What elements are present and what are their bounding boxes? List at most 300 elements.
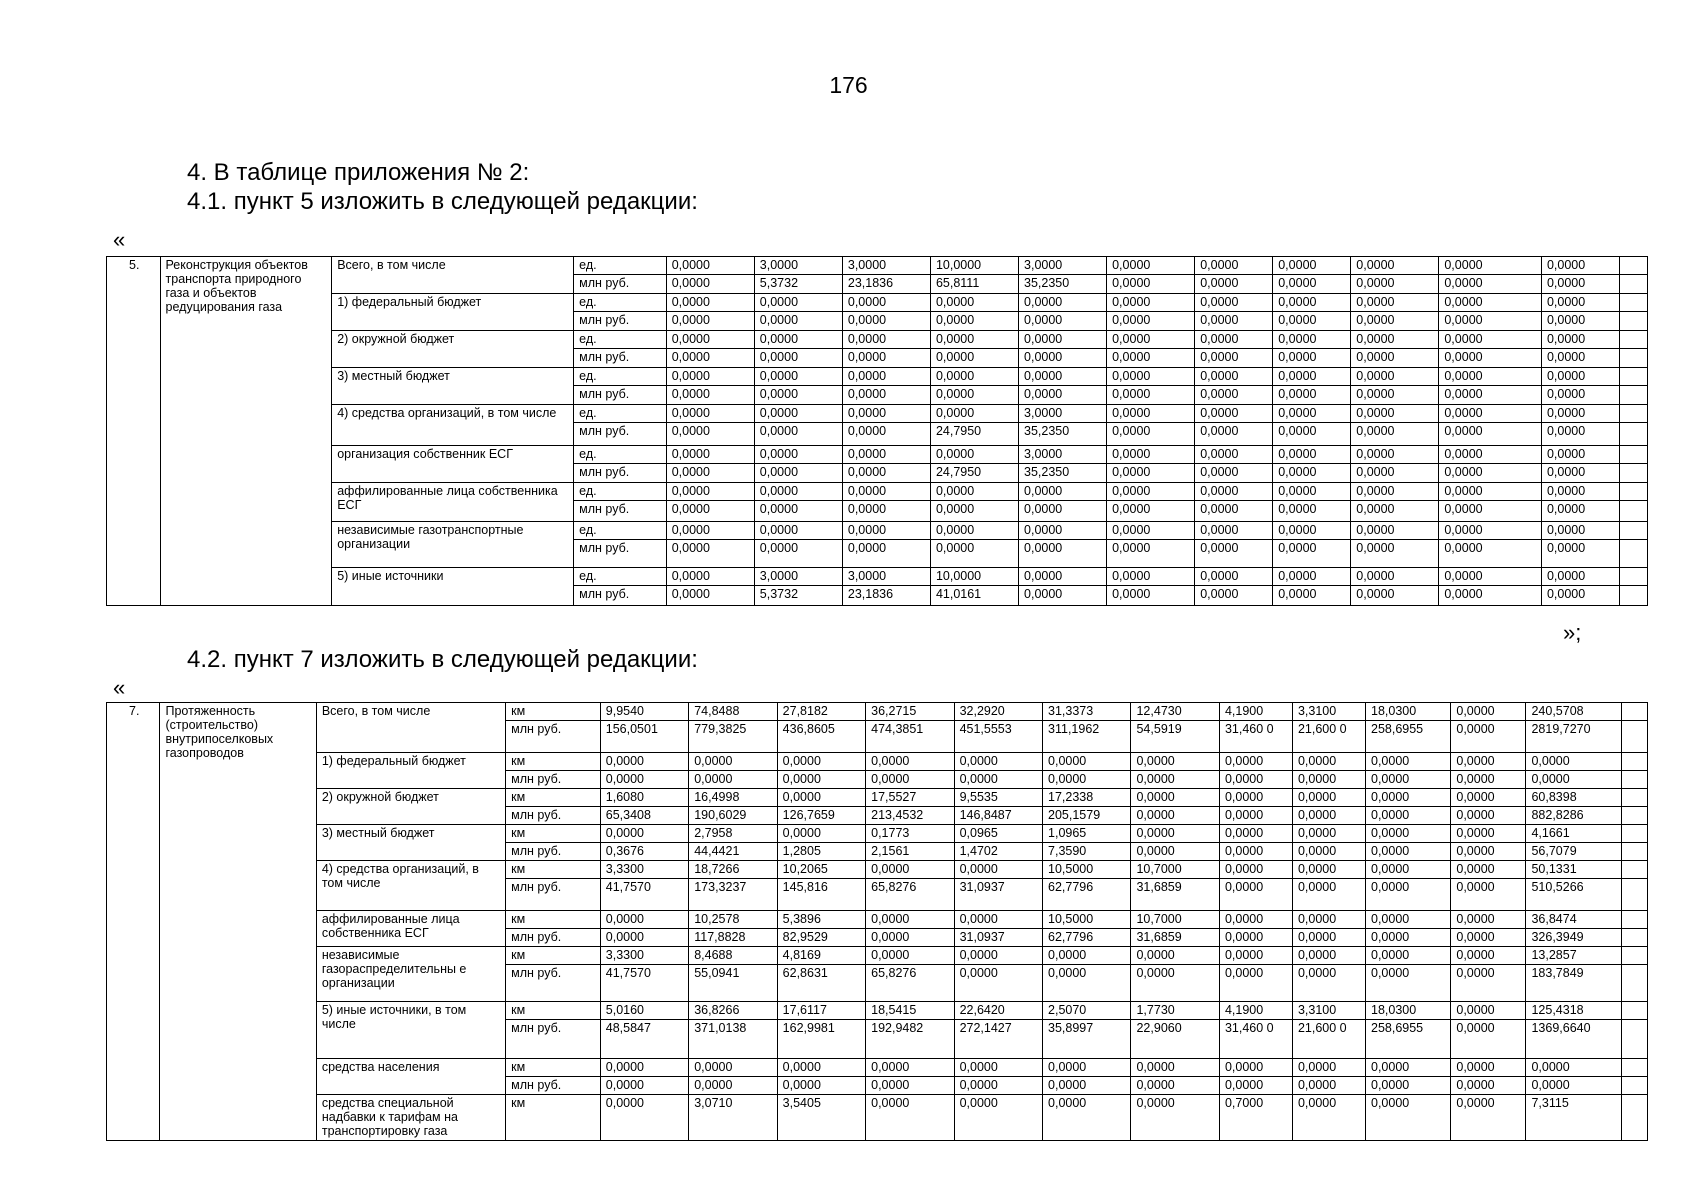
value-cell: 0,0000: [1439, 501, 1542, 522]
unit-cell: млн руб.: [574, 540, 667, 568]
value-cell: 0,0000: [930, 294, 1018, 312]
value-cell: 0,0000: [1195, 423, 1273, 446]
value-cell: 0,0000: [600, 929, 688, 947]
value-cell: 0,0000: [866, 753, 954, 771]
value-cell: 4,1900: [1219, 1002, 1292, 1020]
value-cell: 0,0000: [1043, 947, 1131, 965]
value-cell: 0,0000: [1019, 483, 1107, 501]
value-cell: 0,0000: [1219, 965, 1292, 1002]
value-cell: 0,0000: [1366, 929, 1451, 947]
value-cell: 23,1836: [842, 586, 930, 606]
value-cell: 0,0000: [930, 405, 1018, 423]
value-cell: 0,0000: [1195, 349, 1273, 368]
value-cell: 31,3373: [1043, 703, 1131, 721]
value-cell: 0,0000: [1273, 501, 1351, 522]
value-cell: 0,0000: [1541, 349, 1619, 368]
blank-cell: [1622, 825, 1648, 843]
value-cell: 0,0000: [1351, 540, 1439, 568]
value-cell: 0,0000: [1019, 312, 1107, 331]
value-cell: 0,0000: [1273, 446, 1351, 464]
value-cell: 65,3408: [600, 807, 688, 825]
blank-cell: [1622, 1077, 1648, 1095]
value-cell: 17,5527: [866, 789, 954, 807]
value-cell: 0,0000: [777, 771, 865, 789]
value-cell: 5,3896: [777, 911, 865, 929]
value-cell: 0,0000: [842, 423, 930, 446]
value-cell: 35,2350: [1019, 275, 1107, 294]
unit-cell: млн руб.: [574, 349, 667, 368]
table-row: [107, 331, 1648, 349]
value-cell: 0,0000: [1541, 368, 1619, 386]
value-cell: 0,0000: [1195, 405, 1273, 423]
value-cell: 0,0000: [1131, 1059, 1219, 1077]
value-cell: 0,0000: [600, 753, 688, 771]
value-cell: 36,8474: [1526, 911, 1622, 929]
blank-cell: [1619, 446, 1647, 464]
value-cell: 0,0000: [842, 349, 930, 368]
blank-cell: [1622, 1059, 1648, 1077]
value-cell: 0,0000: [1273, 331, 1351, 349]
value-cell: 0,0000: [1351, 331, 1439, 349]
value-cell: 0,0000: [1541, 483, 1619, 501]
value-cell: 0,0000: [1219, 947, 1292, 965]
value-cell: 0,0000: [1043, 1077, 1131, 1095]
value-cell: 0,0000: [1107, 257, 1195, 275]
value-cell: 24,7950: [930, 423, 1018, 446]
value-cell: 0,0000: [866, 1059, 954, 1077]
value-cell: 0,0000: [1292, 879, 1365, 911]
unit-cell: млн руб.: [506, 929, 601, 947]
value-cell: 0,0000: [1292, 1059, 1365, 1077]
value-cell: 0,0000: [1292, 825, 1365, 843]
value-cell: 55,0941: [689, 965, 777, 1002]
value-cell: 0,0000: [1541, 586, 1619, 606]
unit-cell: млн руб.: [506, 1077, 601, 1095]
value-cell: 48,5847: [600, 1020, 688, 1059]
value-cell: 0,0000: [1439, 257, 1542, 275]
value-cell: 0,0000: [1366, 1059, 1451, 1077]
value-cell: 183,7849: [1526, 965, 1622, 1002]
value-cell: 0,0000: [1107, 405, 1195, 423]
value-cell: 0,0000: [1107, 349, 1195, 368]
funding-source-label: средства специальной надбавки к тарифам на транспортировку газа: [316, 1095, 505, 1141]
value-cell: 0,0000: [1451, 789, 1526, 807]
value-cell: 10,7000: [1131, 861, 1219, 879]
value-cell: 0,0000: [754, 501, 842, 522]
blank-cell: [1622, 861, 1648, 879]
value-cell: 0,0000: [666, 568, 754, 586]
value-cell: 0,0000: [1107, 386, 1195, 405]
value-cell: 0,0000: [1439, 405, 1542, 423]
value-cell: 23,1836: [842, 275, 930, 294]
funding-source-label: 3) местный бюджет: [332, 368, 574, 405]
value-cell: 31,460 0: [1219, 1020, 1292, 1059]
blank-cell: [1619, 522, 1647, 540]
value-cell: 0,0000: [1107, 446, 1195, 464]
unit-cell: ед.: [574, 568, 667, 586]
value-cell: 146,8487: [954, 807, 1042, 825]
blank-cell: [1619, 386, 1647, 405]
funding-source-label: организация собственник ЕСГ: [332, 446, 574, 483]
value-cell: 0,0000: [666, 349, 754, 368]
value-cell: 21,600 0: [1292, 721, 1365, 753]
blank-cell: [1619, 275, 1647, 294]
value-cell: 0,0000: [1351, 464, 1439, 483]
table-item-5: [106, 256, 1648, 606]
value-cell: 65,8276: [866, 879, 954, 911]
value-cell: 0,0000: [666, 386, 754, 405]
value-cell: 0,0000: [754, 294, 842, 312]
value-cell: 62,7796: [1043, 879, 1131, 911]
value-cell: 451,5553: [954, 721, 1042, 753]
value-cell: 0,0000: [1219, 929, 1292, 947]
value-cell: 41,0161: [930, 586, 1018, 606]
value-cell: 0,0000: [1526, 1077, 1622, 1095]
value-cell: 0,0000: [954, 1095, 1042, 1141]
unit-cell: млн руб.: [574, 275, 667, 294]
value-cell: 0,0000: [666, 294, 754, 312]
value-cell: 0,0000: [1195, 446, 1273, 464]
value-cell: 3,3100: [1292, 703, 1365, 721]
value-cell: 10,0000: [930, 568, 1018, 586]
value-cell: 0,0000: [1019, 349, 1107, 368]
value-cell: 3,0000: [842, 257, 930, 275]
value-cell: 0,0000: [1439, 349, 1542, 368]
value-cell: 0,0000: [930, 522, 1018, 540]
value-cell: 0,0000: [1541, 294, 1619, 312]
value-cell: 0,0000: [1107, 331, 1195, 349]
value-cell: 1,6080: [600, 789, 688, 807]
value-cell: 0,0000: [1043, 753, 1131, 771]
value-cell: 31,0937: [954, 929, 1042, 947]
value-cell: 9,9540: [600, 703, 688, 721]
value-cell: 0,0000: [1541, 386, 1619, 405]
value-cell: 3,0000: [842, 568, 930, 586]
value-cell: 0,0000: [1541, 312, 1619, 331]
value-cell: 0,7000: [1219, 1095, 1292, 1141]
value-cell: 0,0000: [930, 349, 1018, 368]
value-cell: 145,816: [777, 879, 865, 911]
value-cell: 0,0000: [1541, 275, 1619, 294]
blank-cell: [1619, 405, 1647, 423]
value-cell: 0,0000: [1107, 483, 1195, 501]
value-cell: 0,0000: [1351, 423, 1439, 446]
value-cell: 18,0300: [1366, 703, 1451, 721]
value-cell: 0,0000: [600, 1077, 688, 1095]
value-cell: 0,0000: [689, 753, 777, 771]
funding-source-label: 5) иные источники, в том числе: [316, 1002, 505, 1059]
value-cell: 9,5535: [954, 789, 1042, 807]
value-cell: 10,7000: [1131, 911, 1219, 929]
value-cell: 12,4730: [1131, 703, 1219, 721]
value-cell: 0,0000: [1351, 483, 1439, 501]
table-row: [107, 1059, 1648, 1077]
value-cell: 0,0000: [754, 483, 842, 501]
value-cell: 10,2578: [689, 911, 777, 929]
value-cell: 0,0000: [754, 464, 842, 483]
value-cell: 36,2715: [866, 703, 954, 721]
value-cell: 3,0710: [689, 1095, 777, 1141]
value-cell: 3,0000: [1019, 405, 1107, 423]
unit-cell: ед.: [574, 368, 667, 386]
section-heading: 4. В таблице приложения № 2:: [187, 159, 530, 186]
value-cell: 0,0000: [1219, 911, 1292, 929]
value-cell: 0,0000: [1019, 522, 1107, 540]
value-cell: 311,1962: [1043, 721, 1131, 753]
value-cell: 258,6955: [1366, 721, 1451, 753]
unit-cell: ед.: [574, 405, 667, 423]
table-row: [107, 446, 1648, 464]
value-cell: 18,5415: [866, 1002, 954, 1020]
value-cell: 0,0000: [1107, 312, 1195, 331]
value-cell: 0,0000: [930, 368, 1018, 386]
value-cell: 0,0000: [842, 446, 930, 464]
value-cell: 0,0000: [866, 911, 954, 929]
value-cell: 35,2350: [1019, 464, 1107, 483]
value-cell: 0,0000: [1451, 1095, 1526, 1141]
blank-cell: [1619, 349, 1647, 368]
value-cell: 0,0000: [1439, 312, 1542, 331]
value-cell: 0,0000: [1451, 825, 1526, 843]
value-cell: 0,0000: [866, 947, 954, 965]
funding-source-label: средства населения: [316, 1059, 505, 1095]
value-cell: 240,5708: [1526, 703, 1622, 721]
value-cell: 0,0000: [1366, 843, 1451, 861]
value-cell: 54,5919: [1131, 721, 1219, 753]
value-cell: 205,1579: [1043, 807, 1131, 825]
value-cell: 0,0000: [666, 423, 754, 446]
value-cell: 3,3100: [1292, 1002, 1365, 1020]
blank-cell: [1619, 540, 1647, 568]
value-cell: 0,0000: [842, 368, 930, 386]
value-cell: 0,0000: [689, 771, 777, 789]
value-cell: 0,0000: [754, 446, 842, 464]
value-cell: 0,0000: [777, 825, 865, 843]
value-cell: 0,0000: [1451, 861, 1526, 879]
value-cell: 0,0000: [1292, 861, 1365, 879]
table-row: [107, 861, 1648, 879]
value-cell: 0,0000: [754, 405, 842, 423]
unit-cell: ед.: [574, 331, 667, 349]
value-cell: 0,0000: [1019, 294, 1107, 312]
value-cell: 0,0000: [1366, 1077, 1451, 1095]
value-cell: 0,0000: [666, 331, 754, 349]
value-cell: 3,5405: [777, 1095, 865, 1141]
value-cell: 0,0000: [866, 1077, 954, 1095]
blank-cell: [1619, 501, 1647, 522]
value-cell: 0,0000: [1219, 1077, 1292, 1095]
unit-cell: км: [506, 1002, 601, 1020]
value-cell: 0,0000: [1019, 368, 1107, 386]
value-cell: 0,0000: [1439, 522, 1542, 540]
value-cell: 0,0000: [1439, 423, 1542, 446]
value-cell: 0,0000: [1366, 1095, 1451, 1141]
value-cell: 27,8182: [777, 703, 865, 721]
value-cell: 8,4688: [689, 947, 777, 965]
blank-cell: [1622, 753, 1648, 771]
value-cell: 32,2920: [954, 703, 1042, 721]
value-cell: 0,0000: [1292, 947, 1365, 965]
unit-cell: ед.: [574, 483, 667, 501]
value-cell: 0,0000: [1526, 1059, 1622, 1077]
unit-cell: млн руб.: [574, 464, 667, 483]
value-cell: 0,0000: [1451, 1020, 1526, 1059]
value-cell: 1,2805: [777, 843, 865, 861]
value-cell: 0,0000: [1541, 423, 1619, 446]
value-cell: 0,0000: [866, 771, 954, 789]
value-cell: 0,0000: [1195, 540, 1273, 568]
value-cell: 0,0000: [1351, 586, 1439, 606]
value-cell: 0,0000: [1195, 522, 1273, 540]
blank-cell: [1619, 294, 1647, 312]
value-cell: 0,0000: [842, 294, 930, 312]
funding-source-label: независимые газораспределительны е организации: [316, 947, 505, 1002]
value-cell: 0,0000: [842, 405, 930, 423]
unit-cell: км: [506, 753, 601, 771]
value-cell: 0,0000: [1273, 275, 1351, 294]
value-cell: 0,0000: [1195, 312, 1273, 331]
item-number: 7.: [107, 703, 160, 1141]
value-cell: 2,1561: [866, 843, 954, 861]
blank-cell: [1622, 947, 1648, 965]
value-cell: 0,0000: [1219, 771, 1292, 789]
value-cell: 1369,6640: [1526, 1020, 1622, 1059]
value-cell: 0,0000: [666, 586, 754, 606]
funding-source-label: 5) иные источники: [332, 568, 574, 606]
value-cell: 0,0000: [1351, 501, 1439, 522]
value-cell: 1,4702: [954, 843, 1042, 861]
value-cell: 0,0000: [1351, 568, 1439, 586]
value-cell: 0,0000: [1195, 386, 1273, 405]
value-cell: 62,8631: [777, 965, 865, 1002]
value-cell: 0,0000: [1131, 825, 1219, 843]
value-cell: 0,0000: [1351, 386, 1439, 405]
value-cell: 0,0000: [1366, 807, 1451, 825]
table-row: [107, 703, 1648, 721]
value-cell: 3,0000: [754, 257, 842, 275]
value-cell: 1,0965: [1043, 825, 1131, 843]
value-cell: 0,0000: [1451, 721, 1526, 753]
value-cell: 31,6859: [1131, 929, 1219, 947]
value-cell: 0,0000: [842, 540, 930, 568]
value-cell: 3,0000: [1019, 446, 1107, 464]
value-cell: 0,0000: [1292, 789, 1365, 807]
unit-cell: км: [506, 825, 601, 843]
value-cell: 10,5000: [1043, 861, 1131, 879]
value-cell: 258,6955: [1366, 1020, 1451, 1059]
value-cell: 0,0000: [1366, 911, 1451, 929]
value-cell: 0,0000: [1219, 825, 1292, 843]
value-cell: 0,0000: [1292, 965, 1365, 1002]
table-row: [107, 947, 1648, 965]
unit-cell: км: [506, 703, 601, 721]
value-cell: 7,3115: [1526, 1095, 1622, 1141]
value-cell: 0,0000: [754, 386, 842, 405]
value-cell: 0,0000: [1273, 522, 1351, 540]
funding-source-label: Всего, в том числе: [332, 257, 574, 294]
value-cell: 0,0000: [1451, 1077, 1526, 1095]
value-cell: 0,0000: [1439, 568, 1542, 586]
value-cell: 0,0000: [754, 331, 842, 349]
funding-source-label: аффилированные лица собственника ЕСГ: [316, 911, 505, 947]
value-cell: 50,1331: [1526, 861, 1622, 879]
value-cell: 0,0000: [1292, 911, 1365, 929]
value-cell: 0,0000: [1439, 275, 1542, 294]
value-cell: 3,3300: [600, 947, 688, 965]
value-cell: 882,8286: [1526, 807, 1622, 825]
value-cell: 0,0000: [666, 312, 754, 331]
table-row: [107, 522, 1648, 540]
value-cell: 0,0000: [1273, 386, 1351, 405]
value-cell: 0,0000: [1043, 1095, 1131, 1141]
blank-cell: [1622, 1020, 1648, 1059]
value-cell: 36,8266: [689, 1002, 777, 1020]
value-cell: 0,0000: [1366, 965, 1451, 1002]
value-cell: 0,0000: [1107, 568, 1195, 586]
value-cell: 0,0000: [1131, 947, 1219, 965]
value-cell: 0,0000: [842, 522, 930, 540]
value-cell: 0,0000: [930, 312, 1018, 331]
value-cell: 0,0000: [954, 1059, 1042, 1077]
value-cell: 0,0000: [1019, 568, 1107, 586]
value-cell: 44,4421: [689, 843, 777, 861]
value-cell: 0,0000: [1451, 703, 1526, 721]
value-cell: 0,0000: [1292, 807, 1365, 825]
blank-cell: [1619, 464, 1647, 483]
blank-cell: [1622, 789, 1648, 807]
unit-cell: млн руб.: [506, 721, 601, 753]
item-title: Реконструкция объектов транспорта природного газа и объектов редуцирования газа: [160, 257, 332, 606]
value-cell: 213,4532: [866, 807, 954, 825]
value-cell: 18,0300: [1366, 1002, 1451, 1020]
value-cell: 0,0000: [1131, 843, 1219, 861]
value-cell: 0,0000: [1107, 540, 1195, 568]
value-cell: 0,0000: [1541, 522, 1619, 540]
value-cell: 0,0000: [930, 540, 1018, 568]
open-quote-5: «: [113, 227, 126, 252]
blank-cell: [1622, 1095, 1648, 1141]
table-row: [107, 825, 1648, 843]
value-cell: 1,7730: [1131, 1002, 1219, 1020]
value-cell: 190,6029: [689, 807, 777, 825]
value-cell: 41,7570: [600, 879, 688, 911]
value-cell: 0,0000: [1292, 843, 1365, 861]
value-cell: 0,0000: [1351, 368, 1439, 386]
value-cell: 0,0000: [1451, 911, 1526, 929]
value-cell: 0,0000: [1541, 540, 1619, 568]
value-cell: 0,0000: [777, 1077, 865, 1095]
funding-source-label: 1) федеральный бюджет: [316, 753, 505, 789]
value-cell: 510,5266: [1526, 879, 1622, 911]
unit-cell: ед.: [574, 446, 667, 464]
value-cell: 0,0000: [689, 1077, 777, 1095]
blank-cell: [1619, 331, 1647, 349]
value-cell: 0,0000: [1273, 349, 1351, 368]
value-cell: 0,0000: [1043, 965, 1131, 1002]
value-cell: 0,0000: [1019, 386, 1107, 405]
value-cell: 0,0000: [1366, 789, 1451, 807]
unit-cell: млн руб.: [506, 807, 601, 825]
value-cell: 0,0000: [777, 753, 865, 771]
value-cell: 0,0000: [1351, 349, 1439, 368]
value-cell: 74,8488: [689, 703, 777, 721]
value-cell: 0,0000: [666, 522, 754, 540]
value-cell: 0,0000: [954, 1077, 1042, 1095]
value-cell: 0,0000: [1351, 294, 1439, 312]
value-cell: 0,0000: [1195, 331, 1273, 349]
value-cell: 0,0000: [1107, 275, 1195, 294]
blank-cell: [1622, 721, 1648, 753]
